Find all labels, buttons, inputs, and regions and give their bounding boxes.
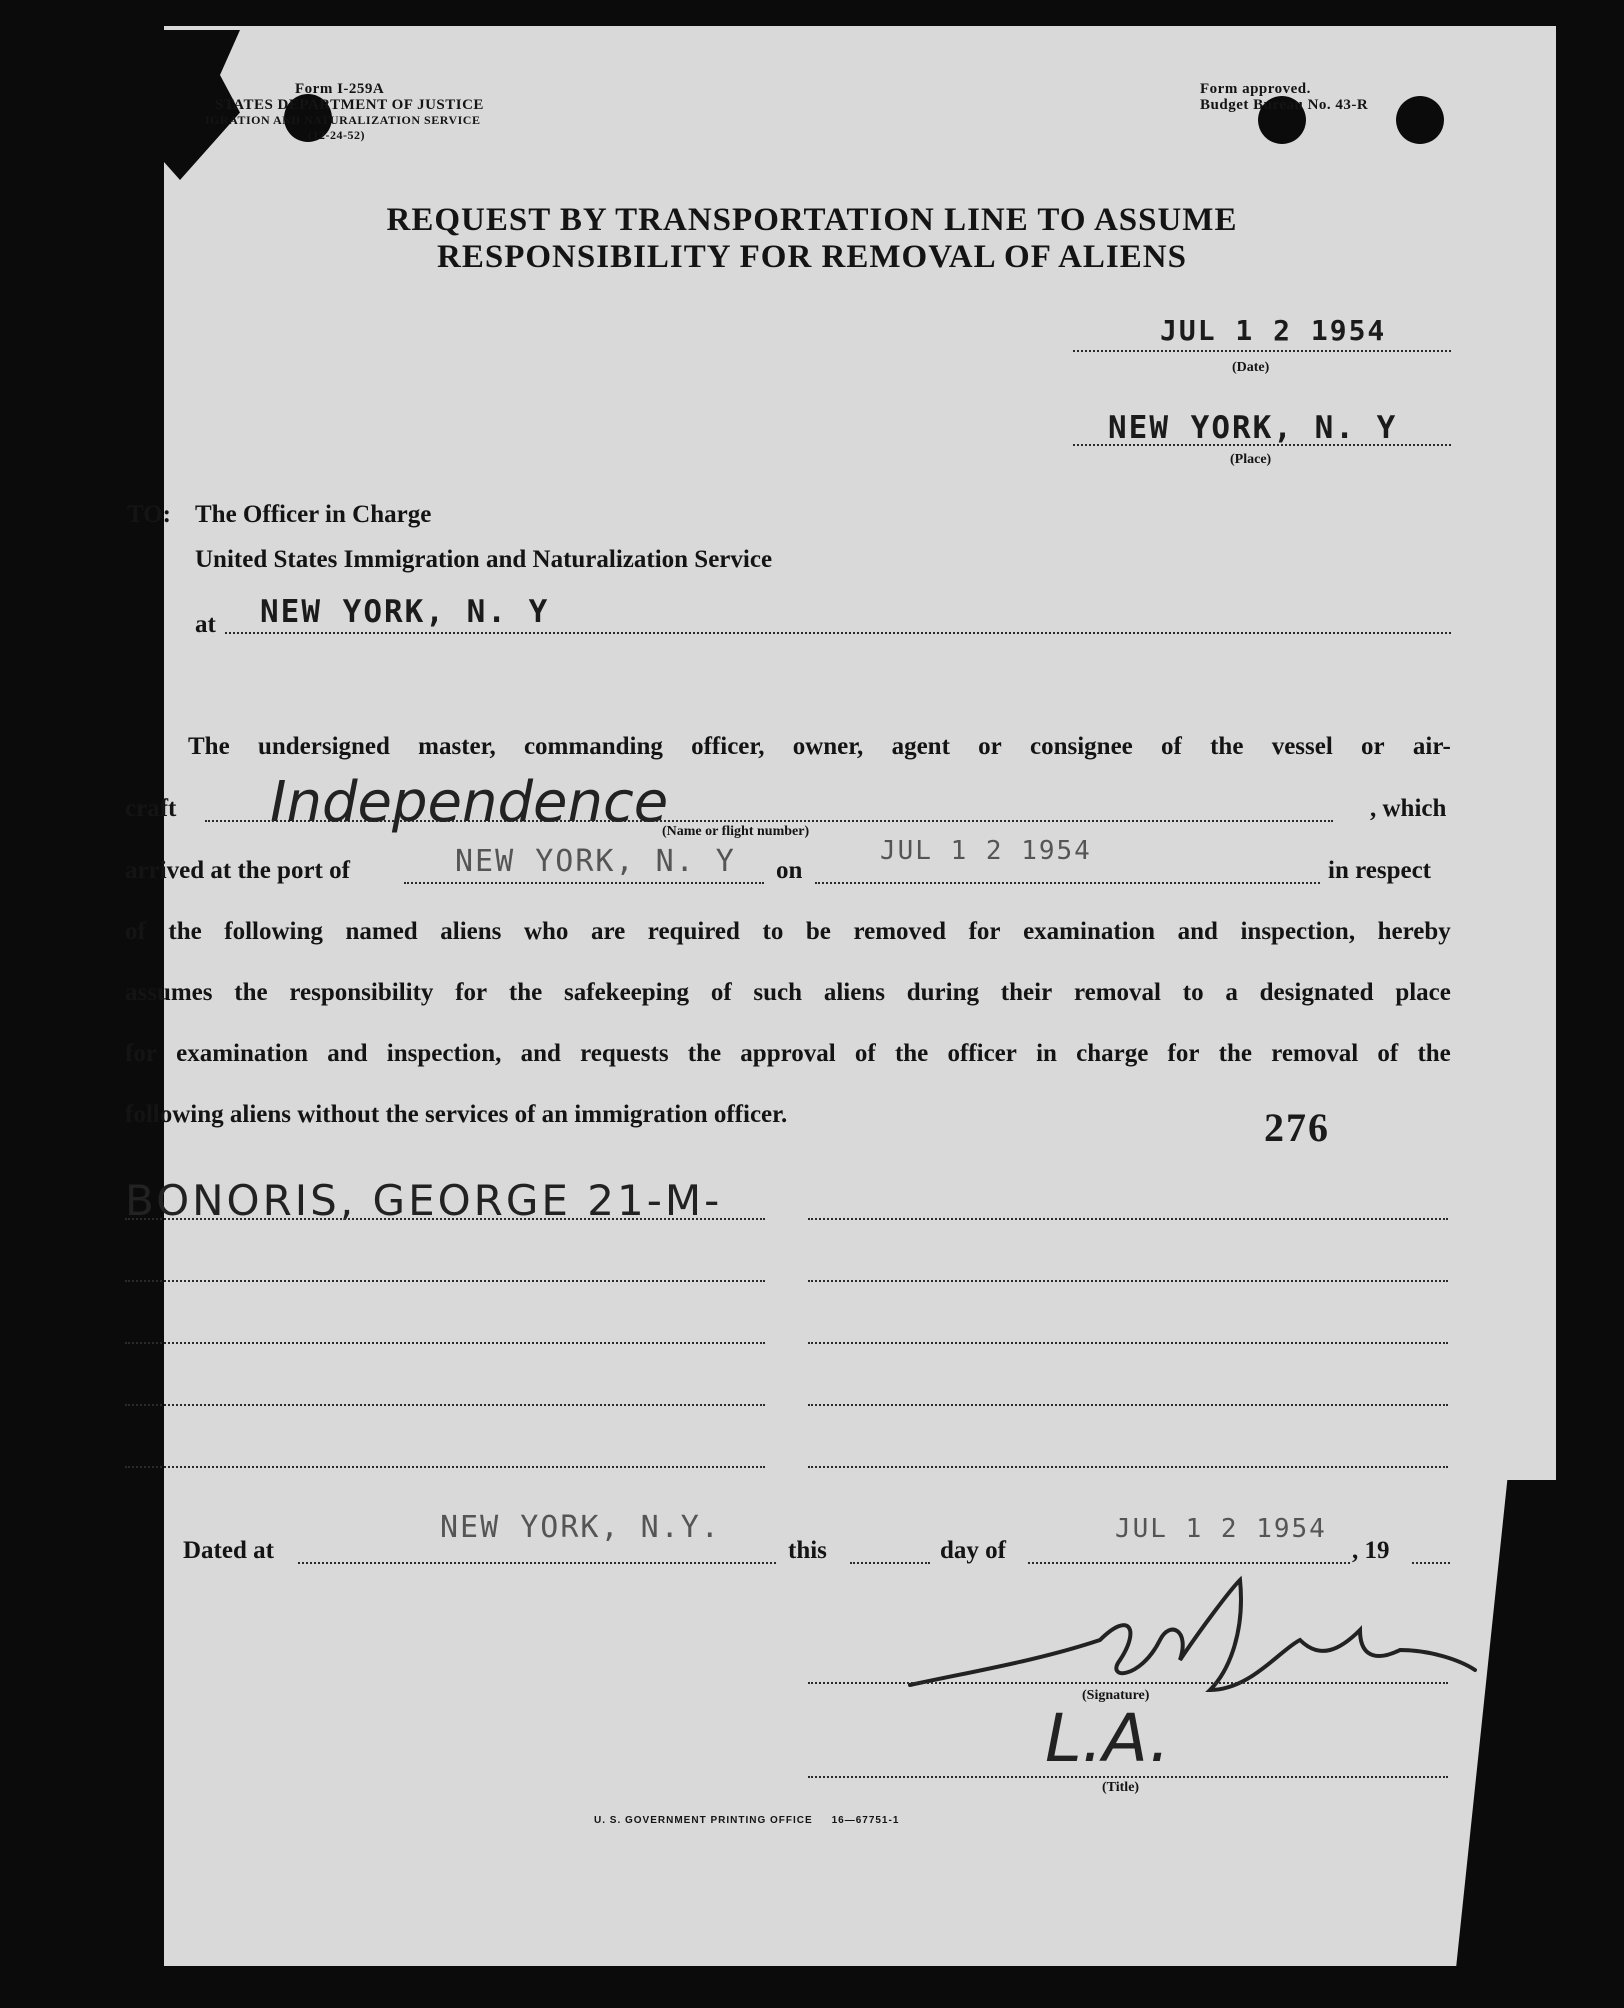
body-word: for: [455, 979, 488, 1006]
craft-label: craft: [125, 795, 177, 822]
form-approved: Form approved.: [1200, 81, 1311, 97]
body-word: to: [762, 918, 784, 945]
body-word: designated: [1259, 979, 1374, 1006]
body-word: the: [894, 1040, 929, 1067]
body-word: are: [590, 918, 626, 945]
alien-line: [808, 1404, 1448, 1406]
alien-line: [808, 1466, 1448, 1468]
body-word: master,: [418, 733, 496, 760]
body-word: of: [1377, 1040, 1399, 1067]
body-word: removed: [853, 918, 947, 945]
on-stamp: JUL 1 2 1954: [880, 836, 1092, 866]
document-number: 276: [1264, 1105, 1330, 1150]
body-line-4: [125, 917, 1451, 947]
day-of-label: day of: [940, 1537, 1006, 1564]
body-line-1: [188, 732, 1451, 762]
body-word: the: [234, 979, 268, 1006]
body-word: a: [1225, 979, 1238, 1006]
body-word: to: [1182, 979, 1204, 1006]
signature-text: [1040, 1702, 1044, 1703]
day-stamp: JUL 1 2 1954: [1115, 1514, 1327, 1544]
body-word: air-: [1412, 733, 1451, 760]
day-line: [1028, 1562, 1350, 1564]
body-word: named: [345, 918, 418, 945]
title-caption: (Title): [1102, 1780, 1140, 1795]
at-label: at: [195, 611, 216, 638]
alien-line: [125, 1218, 765, 1220]
alien-line: [808, 1280, 1448, 1282]
body-word: officer: [947, 1040, 1017, 1067]
body-word: be: [805, 918, 831, 945]
body-word: for: [1167, 1040, 1200, 1067]
signature-line: [808, 1682, 1448, 1684]
body-word: the: [1417, 1040, 1451, 1067]
craft-handwriting: Independence: [270, 770, 669, 835]
alien-line: [125, 1342, 765, 1344]
date-line: [1073, 350, 1451, 352]
alien-line: [125, 1280, 765, 1282]
ins-service: United States Immigration and Naturalization Service: [195, 546, 773, 573]
alien-line: [125, 1404, 765, 1406]
title-line: [808, 1776, 1448, 1778]
body-word: required: [647, 918, 740, 945]
body-word: of: [125, 918, 146, 945]
which-label: , which: [1370, 795, 1447, 822]
body-word: the: [687, 1040, 722, 1067]
this-label: this: [788, 1537, 827, 1564]
craft-caption: (Name or flight number): [662, 824, 810, 839]
on-label: on: [776, 857, 803, 884]
body-word: removal: [1271, 1040, 1359, 1067]
body-word: or: [978, 733, 1002, 760]
signature-scribble: [900, 1570, 1480, 1720]
body-word: undersigned: [257, 733, 390, 760]
alien-line: [125, 1466, 765, 1468]
body-word: the: [508, 979, 543, 1006]
body-word: vessel: [1271, 733, 1333, 760]
body-word: who: [523, 918, 569, 945]
department: STATES DEPARTMENT OF JUSTICE: [215, 97, 484, 113]
body-word: commanding: [523, 733, 663, 760]
printer-footer: U. S. GOVERNMENT PRINTING OFFICE 16—67751-1: [594, 1815, 900, 1826]
year-line: [1412, 1562, 1450, 1564]
body-word: approval: [740, 1040, 836, 1067]
body-word: The: [188, 733, 230, 760]
on-line: [815, 882, 1320, 884]
respect-label: in respect: [1328, 857, 1431, 884]
alien-line: [808, 1342, 1448, 1344]
body-line-7: following aliens without the services of an immigration officer.: [125, 1101, 788, 1128]
this-line: [850, 1562, 930, 1564]
body-word: examination: [176, 1040, 309, 1067]
body-word: during: [906, 979, 980, 1006]
body-word: aliens: [440, 918, 502, 945]
year-label: , 19: [1352, 1537, 1390, 1564]
body-word: hereby: [1377, 918, 1451, 945]
body-line-6: [125, 1039, 1451, 1069]
body-word: place: [1395, 979, 1451, 1006]
budget-bureau: Budget Bureau No. 43-R: [1200, 97, 1369, 113]
body-word: inspection,: [1240, 918, 1356, 945]
body-word: removal: [1073, 979, 1161, 1006]
at-stamp: NEW YORK, N. Y: [260, 594, 550, 630]
body-word: consignee: [1030, 733, 1133, 760]
body-word: in: [1036, 1040, 1057, 1067]
body-word: and: [1177, 918, 1218, 945]
date-caption: (Date): [1232, 360, 1270, 375]
body-word: the: [1218, 1040, 1252, 1067]
service: IGRATION AND NATURALIZATION SERVICE: [205, 113, 481, 127]
punch-hole: [1396, 96, 1444, 144]
body-word: assumes: [125, 979, 213, 1006]
body-word: of: [710, 979, 732, 1006]
place-stamp: NEW YORK, N. Y: [1108, 410, 1398, 446]
body-word: their: [1000, 979, 1053, 1006]
body-word: examination: [1023, 918, 1156, 945]
form-title-line1: REQUEST BY TRANSPORTATION LINE TO ASSUME: [386, 202, 1238, 238]
title-handwriting: L.A.: [1045, 1700, 1171, 1777]
body-word: the: [168, 918, 202, 945]
body-word: requests: [580, 1040, 669, 1067]
body-word: charge: [1076, 1040, 1149, 1067]
body-word: such: [753, 979, 803, 1006]
dated-place-stamp: NEW YORK, N.Y.: [440, 1510, 721, 1545]
arrived-label: arrived at the port of: [125, 857, 350, 884]
dated-at-label: Dated at: [183, 1537, 274, 1564]
form-date-code: (12-24-52): [308, 128, 365, 142]
form-title-line2: RESPONSIBILITY FOR REMOVAL OF ALIENS: [437, 239, 1187, 275]
place-line: [1073, 444, 1451, 446]
to-label: TO:: [127, 501, 171, 528]
body-word: owner,: [792, 733, 864, 760]
port-stamp: NEW YORK, N. Y: [455, 844, 736, 879]
body-line-5: [125, 978, 1451, 1008]
body-word: of: [1161, 733, 1182, 760]
body-word: inspection,: [386, 1040, 502, 1067]
body-word: of: [854, 1040, 876, 1067]
place-caption: (Place): [1230, 452, 1272, 467]
officer-in-charge: The Officer in Charge: [195, 501, 432, 528]
body-word: aliens: [823, 979, 885, 1006]
body-word: officer,: [691, 733, 765, 760]
dated-place-line: [298, 1562, 776, 1564]
body-word: and: [327, 1040, 368, 1067]
at-line: [225, 632, 1451, 634]
alien-line: [808, 1218, 1448, 1220]
body-word: agent: [891, 733, 950, 760]
body-word: the: [1210, 733, 1244, 760]
port-line: [404, 882, 764, 884]
body-word: following: [224, 918, 323, 945]
alien-entry-1: BONORIS, GEORGE 21-M-: [125, 1176, 723, 1225]
body-word: responsibility: [289, 979, 434, 1006]
body-word: for: [125, 1040, 157, 1067]
body-word: safekeeping: [564, 979, 690, 1006]
form-number: Form I-259A: [295, 81, 385, 97]
body-word: or: [1361, 733, 1385, 760]
signature-caption: (Signature): [1082, 1688, 1150, 1703]
body-word: and: [520, 1040, 561, 1067]
date-stamp: JUL 1 2 1954: [1160, 314, 1387, 347]
body-word: for: [968, 918, 1001, 945]
